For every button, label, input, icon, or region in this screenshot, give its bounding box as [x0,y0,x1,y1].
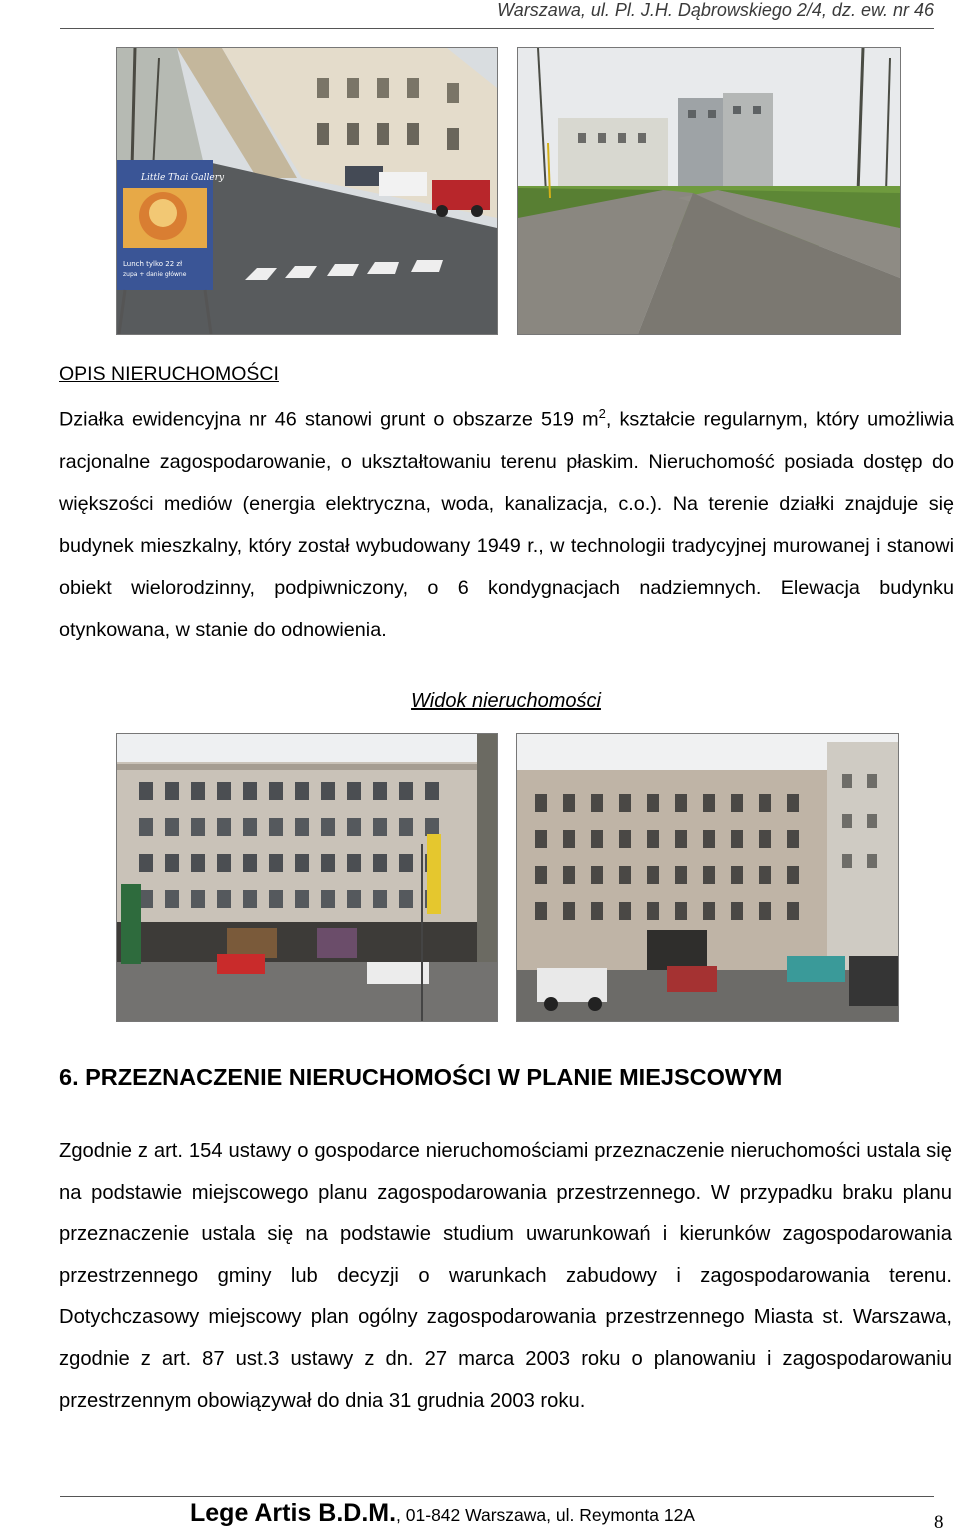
footer [190,1499,695,1528]
page-number: 8 [934,1512,944,1533]
description-paragraph [59,393,954,651]
page-header-text: Warszawa, ul. Pl. J.H. Dąbrowskiego 2/4, dz. ew. nr 46 [497,0,934,20]
photo-street-view [116,47,498,335]
section-title-opis: OPIS NIERUCHOMOŚCI [59,363,279,385]
description-text-start: Działka ewidencyjna nr 46 stanowi grunt o obszarze 519 m [59,408,599,431]
footer-address: , 01-842 Warszawa, ul. Reymonta 12A [396,1505,695,1525]
header-rule [60,28,934,29]
photo-courtyard [516,733,899,1022]
description-text-end: , kształcie regularnym, który umożliwia racjonalne zagospodarowanie, o ukształtowaniu terenu płaskim. Nieruchomość posiada dostęp do większości mediów (energia elektryczna, woda, kanalizacja, c.o.). Na terenie działki znajduje się budynek mieszkalny, który został wybudowany 1949 r., w technologii tradycyjnej murowanej i stanowi obiekt wielorodzinny, podpiwniczony, o 6 kondygnacjach nadziemnych. Elewacja budynku otynkowana, w stanie do odnowienia. [59,408,954,641]
area-unit-superscript: 2 [598,406,606,421]
footer-rule [60,1496,934,1497]
section-6-heading: 6. PRZEZNACZENIE NIERUCHOMOŚCI W PLANIE MIEJSCOWYM [59,1064,783,1090]
photo-sign-text-2: Lunch tylko 22 zł [123,260,183,268]
section-6-paragraph: Zgodnie z art. 154 ustawy o gospodarce nieruchomościami przeznaczenie nieruchomości ustala się na podstawie miejscowego planu zagospodarowania przestrzennego. W przypadku braku planu przeznaczenie ustala się na podstawie studium uwarunkowań i kierunków zagospodarowania przestrzennego gminy lub decyzji o warunkach zabudowy i zagospodarowania terenu. Dotychczasowy miejscowy plan ogólny zagospodarowania przestrzennego Miasta st. Warszawa, zgodnie z art. 87 ust.3 ustawy z dn. 27 marca 2003 roku o planowaniu i zagospodarowaniu przestrzennym obowiązywał do dnia 31 grudnia 2003 roku. [59,1140,952,1412]
photo-park-view [517,47,901,335]
photo-sign-text-3: zupa + danie główne [123,271,187,278]
footer-brand: Lege Artis B.D.M. [190,1499,397,1527]
photo-sign-text-1: Little Thai Gallery [141,173,225,183]
photo-caption: Widok nieruchomości [411,690,601,712]
photo-building-front [116,733,498,1022]
